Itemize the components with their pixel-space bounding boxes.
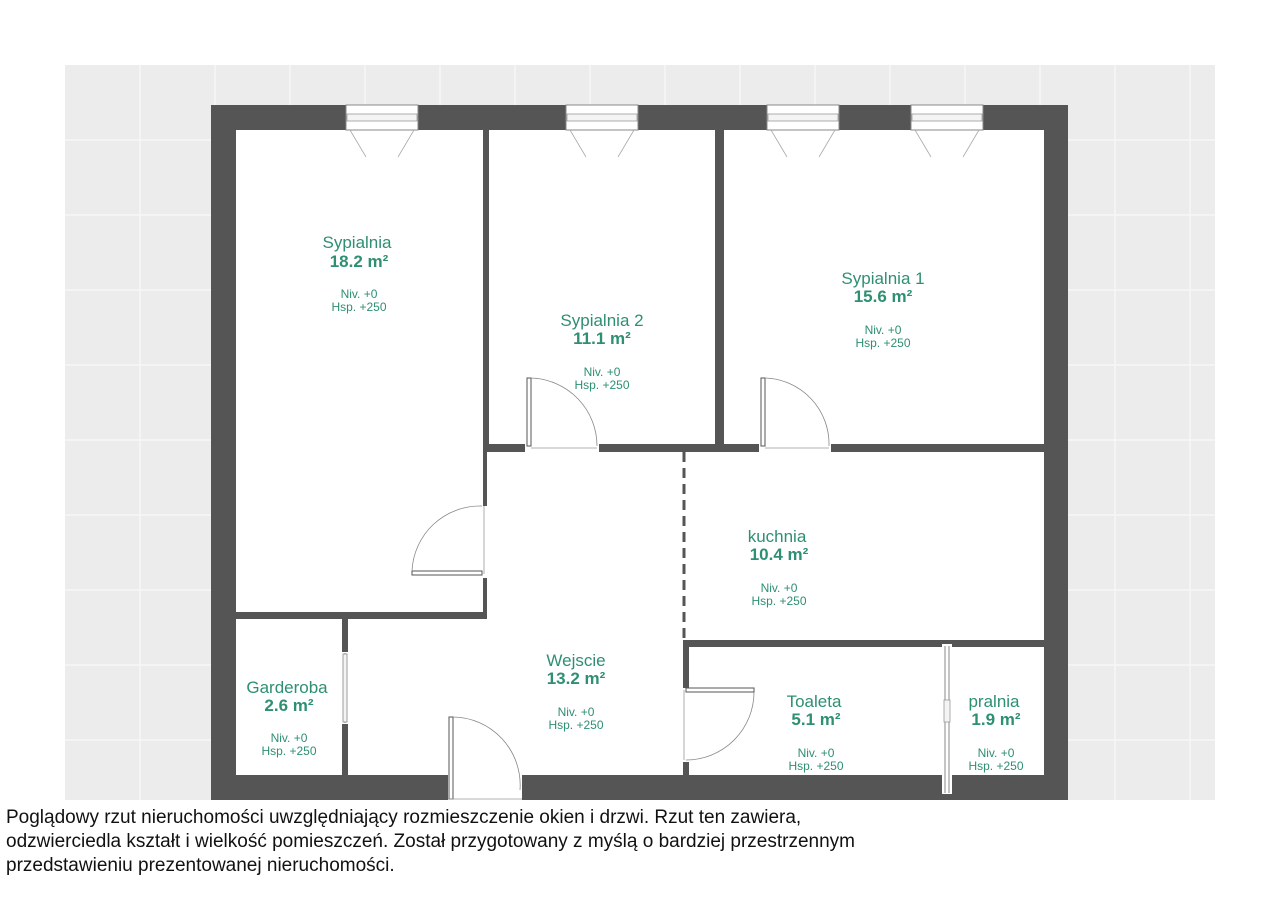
room-level: Niv. +0: [557, 705, 595, 719]
room-area: 5.1 m²: [791, 710, 841, 729]
room-height: Hsp. +250: [788, 759, 844, 773]
room-height: Hsp. +250: [574, 378, 630, 392]
door-garderoba: [341, 652, 349, 724]
room-height: Hsp. +250: [751, 594, 807, 608]
caption-line: przedstawieniu prezentowanej nieruchomości.: [6, 855, 395, 876]
room-area: 13.2 m²: [546, 669, 606, 688]
room-height: Hsp. +250: [331, 300, 387, 314]
room-height: Hsp. +250: [548, 718, 604, 732]
room-name: Wejscie: [546, 651, 606, 670]
room-name: Toaleta: [786, 692, 842, 711]
door-pralnia: [942, 644, 952, 794]
room-name: Sypialnia 2: [560, 311, 644, 330]
room-level: Niv. +0: [760, 581, 798, 595]
room-level: Niv. +0: [864, 323, 902, 337]
room-area: 10.4 m²: [749, 545, 809, 564]
room-level: Niv. +0: [583, 365, 621, 379]
room-name: pralnia: [968, 692, 1020, 711]
room-name: kuchnia: [747, 527, 807, 546]
room-name: Sypialnia 1: [841, 269, 925, 288]
plan-caption: [6, 806, 1006, 878]
room-level: Niv. +0: [340, 287, 378, 301]
room-floors: [236, 130, 1044, 775]
room-area: 18.2 m²: [329, 252, 389, 271]
room-area: 11.1 m²: [573, 329, 631, 348]
room-level: Niv. +0: [797, 746, 835, 760]
room-name: Sypialnia: [322, 233, 392, 252]
room-level: Niv. +0: [270, 731, 308, 745]
room-area: 15.6 m²: [853, 287, 913, 306]
room-name: Garderoba: [246, 678, 328, 697]
room-area: 2.6 m²: [264, 696, 314, 715]
room-area: 1.9 m²: [971, 710, 1021, 729]
caption-line: odzwierciedla kształt i wielkość pomieszczeń. Został przygotowany z myślą o bardziej przestrzennym: [6, 831, 855, 852]
room-height: Hsp. +250: [261, 744, 317, 758]
room-height: Hsp. +250: [855, 336, 911, 350]
room-height: Hsp. +250: [968, 759, 1024, 773]
room-level: Niv. +0: [977, 746, 1015, 760]
caption-line: Poglądowy rzut nieruchomości uwzględniający rozmieszczenie okien i drzwi. Rzut ten zawiera,: [6, 807, 802, 828]
